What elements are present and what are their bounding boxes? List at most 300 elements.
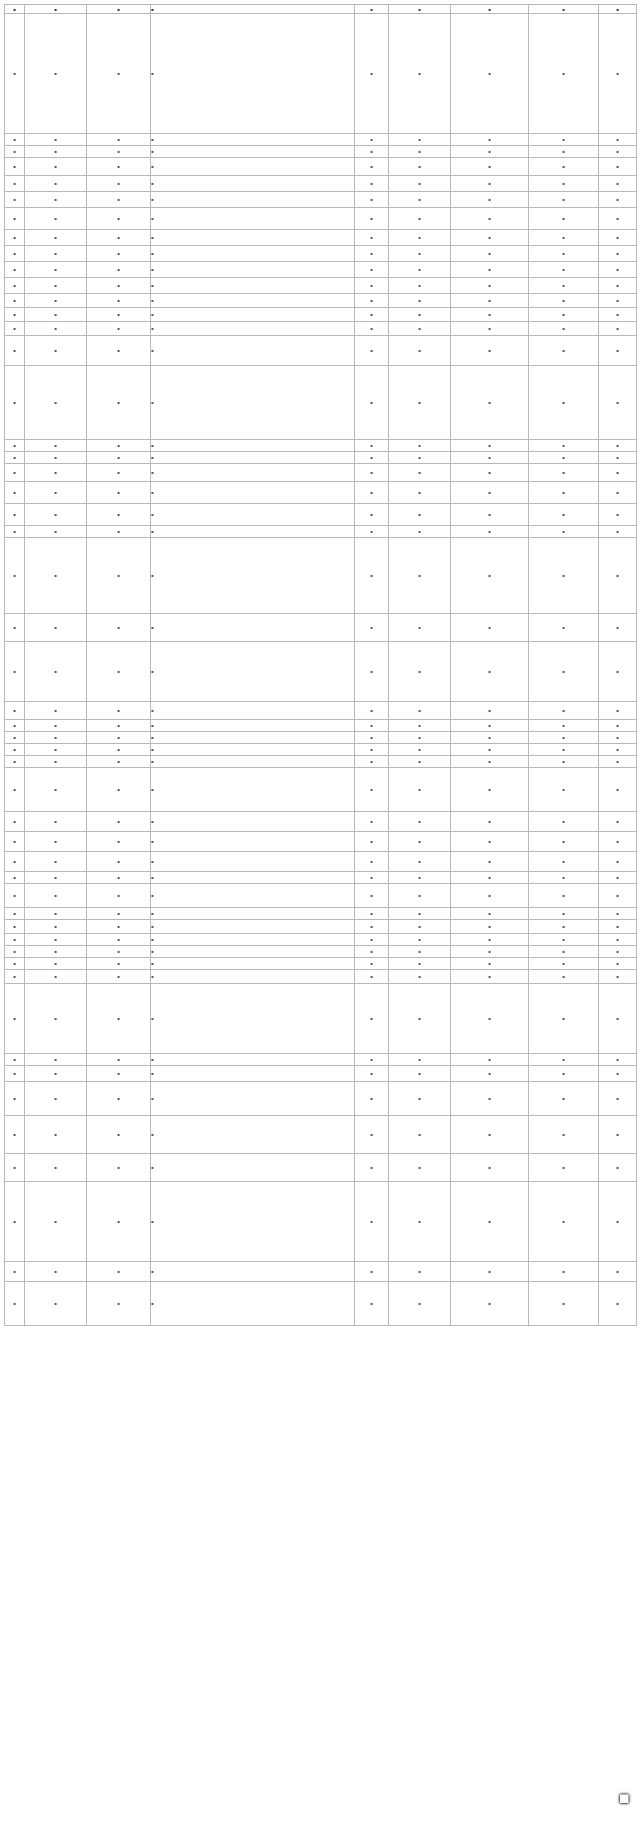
cell-date: ▪	[87, 192, 151, 208]
cell-organizer: ▪	[451, 934, 529, 946]
cell-index: ▪	[5, 336, 25, 366]
table-row	[5, 720, 637, 732]
cell-contact: ▪	[599, 192, 637, 208]
cell-activity: ▪	[25, 230, 87, 246]
cell-contact: ▪	[599, 1154, 637, 1182]
cell-organizer: ▪	[451, 158, 529, 176]
cell-contact: ▪	[599, 984, 637, 1054]
cell-county: ▪	[389, 278, 451, 294]
cell-date: ▪	[87, 146, 151, 158]
cell-organizer: ▪	[451, 984, 529, 1054]
cell-note: ▪	[529, 146, 599, 158]
cell-index: ▪	[5, 984, 25, 1054]
cell-date: ▪	[87, 1182, 151, 1262]
cell-index: ▪	[5, 230, 25, 246]
table-row	[5, 482, 637, 504]
cell-organizer: ▪	[451, 1082, 529, 1116]
table-row	[5, 1054, 637, 1066]
table-row	[5, 984, 637, 1054]
cell-city: ▪	[355, 1282, 389, 1326]
cell-note: ▪	[529, 642, 599, 702]
cell-contact: ▪	[599, 872, 637, 884]
cell-contact: ▪	[599, 158, 637, 176]
cell-organizer: ▪	[451, 920, 529, 934]
cell-contact: ▪	[599, 614, 637, 642]
cell-city: ▪	[355, 812, 389, 832]
cell-date: ▪	[87, 526, 151, 538]
table-row	[5, 946, 637, 958]
cell-detail: ▪	[151, 732, 355, 744]
cell-date: ▪	[87, 1262, 151, 1282]
cell-contact: ▪	[599, 908, 637, 920]
cell-organizer: ▪	[451, 702, 529, 720]
cell-city: ▪	[355, 134, 389, 146]
cell-note: ▪	[529, 970, 599, 984]
header-organizer: ▪	[451, 5, 529, 14]
cell-organizer: ▪	[451, 768, 529, 812]
cell-organizer: ▪	[451, 246, 529, 262]
cell-note: ▪	[529, 1054, 599, 1066]
cell-detail: ▪	[151, 14, 355, 134]
table-row	[5, 262, 637, 278]
cell-detail: ▪	[151, 526, 355, 538]
cell-contact: ▪	[599, 970, 637, 984]
cell-county: ▪	[389, 146, 451, 158]
cell-index: ▪	[5, 884, 25, 908]
cell-county: ▪	[389, 744, 451, 756]
cell-date: ▪	[87, 14, 151, 134]
cell-note: ▪	[529, 262, 599, 278]
cell-detail: ▪	[151, 1282, 355, 1326]
cell-date: ▪	[87, 176, 151, 192]
cell-city: ▪	[355, 464, 389, 482]
table-row	[5, 768, 637, 812]
cell-city: ▪	[355, 958, 389, 970]
cell-county: ▪	[389, 946, 451, 958]
cell-organizer: ▪	[451, 852, 529, 872]
cell-organizer: ▪	[451, 482, 529, 504]
activity-table	[4, 4, 637, 1326]
cell-date: ▪	[87, 614, 151, 642]
cell-note: ▪	[529, 464, 599, 482]
cell-date: ▪	[87, 832, 151, 852]
cell-index: ▪	[5, 262, 25, 278]
cell-activity: ▪	[25, 146, 87, 158]
cell-activity: ▪	[25, 336, 87, 366]
cell-detail: ▪	[151, 970, 355, 984]
cell-organizer: ▪	[451, 538, 529, 614]
cell-organizer: ▪	[451, 642, 529, 702]
cell-detail: ▪	[151, 1054, 355, 1066]
cell-contact: ▪	[599, 1082, 637, 1116]
cell-detail: ▪	[151, 934, 355, 946]
cell-organizer: ▪	[451, 1262, 529, 1282]
cell-activity: ▪	[25, 14, 87, 134]
cell-date: ▪	[87, 504, 151, 526]
cell-detail: ▪	[151, 246, 355, 262]
cell-note: ▪	[529, 756, 599, 768]
header-detail: ▪	[151, 5, 355, 14]
cell-activity: ▪	[25, 958, 87, 970]
table-row	[5, 614, 637, 642]
cell-organizer: ▪	[451, 908, 529, 920]
cell-county: ▪	[389, 294, 451, 308]
cell-detail: ▪	[151, 908, 355, 920]
cell-activity: ▪	[25, 852, 87, 872]
cell-note: ▪	[529, 192, 599, 208]
cell-detail: ▪	[151, 946, 355, 958]
cell-note: ▪	[529, 158, 599, 176]
cell-note: ▪	[529, 908, 599, 920]
table-row	[5, 246, 637, 262]
cell-contact: ▪	[599, 946, 637, 958]
cell-detail: ▪	[151, 720, 355, 732]
cell-county: ▪	[389, 732, 451, 744]
cell-index: ▪	[5, 756, 25, 768]
cell-city: ▪	[355, 504, 389, 526]
cell-date: ▪	[87, 158, 151, 176]
table-row	[5, 208, 637, 230]
cell-city: ▪	[355, 920, 389, 934]
cell-activity: ▪	[25, 1154, 87, 1182]
cell-county: ▪	[389, 720, 451, 732]
cell-county: ▪	[389, 768, 451, 812]
cell-activity: ▪	[25, 1054, 87, 1066]
cell-city: ▪	[355, 526, 389, 538]
cell-activity: ▪	[25, 482, 87, 504]
cell-date: ▪	[87, 908, 151, 920]
cell-note: ▪	[529, 832, 599, 852]
cell-date: ▪	[87, 720, 151, 732]
cell-activity: ▪	[25, 614, 87, 642]
cell-index: ▪	[5, 504, 25, 526]
cell-contact: ▪	[599, 920, 637, 934]
cell-date: ▪	[87, 538, 151, 614]
cell-city: ▪	[355, 832, 389, 852]
cell-detail: ▪	[151, 872, 355, 884]
cell-city: ▪	[355, 322, 389, 336]
cell-date: ▪	[87, 1054, 151, 1066]
cell-city: ▪	[355, 970, 389, 984]
table-row	[5, 440, 637, 452]
cell-note: ▪	[529, 538, 599, 614]
cell-activity: ▪	[25, 526, 87, 538]
cell-note: ▪	[529, 1154, 599, 1182]
cell-note: ▪	[529, 984, 599, 1054]
cell-contact: ▪	[599, 1182, 637, 1262]
cell-county: ▪	[389, 308, 451, 322]
cell-activity: ▪	[25, 366, 87, 440]
cell-city: ▪	[355, 146, 389, 158]
cell-note: ▪	[529, 336, 599, 366]
cell-contact: ▪	[599, 832, 637, 852]
cell-activity: ▪	[25, 934, 87, 946]
cell-date: ▪	[87, 294, 151, 308]
cell-index: ▪	[5, 134, 25, 146]
cell-organizer: ▪	[451, 14, 529, 134]
cell-contact: ▪	[599, 1262, 637, 1282]
cell-organizer: ▪	[451, 146, 529, 158]
cell-index: ▪	[5, 538, 25, 614]
watermark-logo: ▪	[618, 1788, 630, 1808]
cell-date: ▪	[87, 934, 151, 946]
cell-city: ▪	[355, 176, 389, 192]
cell-date: ▪	[87, 1116, 151, 1154]
cell-note: ▪	[529, 452, 599, 464]
cell-county: ▪	[389, 1282, 451, 1326]
cell-detail: ▪	[151, 146, 355, 158]
cell-note: ▪	[529, 720, 599, 732]
cell-date: ▪	[87, 1066, 151, 1082]
cell-county: ▪	[389, 504, 451, 526]
cell-detail: ▪	[151, 812, 355, 832]
cell-index: ▪	[5, 768, 25, 812]
cell-note: ▪	[529, 366, 599, 440]
cell-county: ▪	[389, 984, 451, 1054]
cell-detail: ▪	[151, 884, 355, 908]
cell-activity: ▪	[25, 504, 87, 526]
cell-detail: ▪	[151, 322, 355, 336]
cell-city: ▪	[355, 642, 389, 702]
table-row	[5, 642, 637, 702]
cell-index: ▪	[5, 1054, 25, 1066]
table-row	[5, 526, 637, 538]
cell-index: ▪	[5, 920, 25, 934]
cell-note: ▪	[529, 1262, 599, 1282]
cell-activity: ▪	[25, 176, 87, 192]
cell-city: ▪	[355, 908, 389, 920]
cell-index: ▪	[5, 278, 25, 294]
header-row	[5, 5, 637, 14]
cell-detail: ▪	[151, 1066, 355, 1082]
cell-date: ▪	[87, 336, 151, 366]
cell-date: ▪	[87, 744, 151, 756]
cell-organizer: ▪	[451, 134, 529, 146]
cell-date: ▪	[87, 872, 151, 884]
cell-note: ▪	[529, 702, 599, 720]
cell-county: ▪	[389, 366, 451, 440]
table-row	[5, 1282, 637, 1326]
table-row	[5, 756, 637, 768]
cell-note: ▪	[529, 872, 599, 884]
cell-contact: ▪	[599, 208, 637, 230]
cell-activity: ▪	[25, 744, 87, 756]
cell-county: ▪	[389, 452, 451, 464]
cell-detail: ▪	[151, 958, 355, 970]
cell-county: ▪	[389, 642, 451, 702]
cell-county: ▪	[389, 884, 451, 908]
cell-index: ▪	[5, 702, 25, 720]
cell-county: ▪	[389, 1262, 451, 1282]
header-city: ▪	[355, 5, 389, 14]
cell-note: ▪	[529, 884, 599, 908]
cell-organizer: ▪	[451, 756, 529, 768]
cell-activity: ▪	[25, 464, 87, 482]
cell-contact: ▪	[599, 482, 637, 504]
cell-activity: ▪	[25, 970, 87, 984]
cell-index: ▪	[5, 744, 25, 756]
cell-note: ▪	[529, 278, 599, 294]
cell-organizer: ▪	[451, 464, 529, 482]
cell-organizer: ▪	[451, 176, 529, 192]
cell-index: ▪	[5, 14, 25, 134]
cell-detail: ▪	[151, 134, 355, 146]
cell-date: ▪	[87, 308, 151, 322]
cell-activity: ▪	[25, 246, 87, 262]
cell-detail: ▪	[151, 308, 355, 322]
cell-date: ▪	[87, 756, 151, 768]
cell-city: ▪	[355, 452, 389, 464]
cell-contact: ▪	[599, 322, 637, 336]
table-row	[5, 732, 637, 744]
cell-contact: ▪	[599, 1066, 637, 1082]
cell-date: ▪	[87, 732, 151, 744]
cell-detail: ▪	[151, 984, 355, 1054]
cell-contact: ▪	[599, 1282, 637, 1326]
cell-contact: ▪	[599, 884, 637, 908]
cell-activity: ▪	[25, 294, 87, 308]
table-row	[5, 158, 637, 176]
cell-activity: ▪	[25, 192, 87, 208]
cell-county: ▪	[389, 464, 451, 482]
cell-city: ▪	[355, 984, 389, 1054]
cell-city: ▪	[355, 702, 389, 720]
cell-organizer: ▪	[451, 732, 529, 744]
cell-organizer: ▪	[451, 208, 529, 230]
cell-organizer: ▪	[451, 1054, 529, 1066]
cell-index: ▪	[5, 732, 25, 744]
cell-county: ▪	[389, 872, 451, 884]
cell-detail: ▪	[151, 278, 355, 294]
header-note: ▪	[529, 5, 599, 14]
cell-note: ▪	[529, 934, 599, 946]
cell-detail: ▪	[151, 1116, 355, 1154]
cell-activity: ▪	[25, 1116, 87, 1154]
cell-organizer: ▪	[451, 1116, 529, 1154]
cell-note: ▪	[529, 208, 599, 230]
cell-organizer: ▪	[451, 278, 529, 294]
cell-date: ▪	[87, 984, 151, 1054]
cell-city: ▪	[355, 1054, 389, 1066]
cell-county: ▪	[389, 1082, 451, 1116]
cell-detail: ▪	[151, 452, 355, 464]
cell-county: ▪	[389, 702, 451, 720]
cell-city: ▪	[355, 366, 389, 440]
cell-city: ▪	[355, 1154, 389, 1182]
cell-organizer: ▪	[451, 884, 529, 908]
cell-county: ▪	[389, 158, 451, 176]
cell-index: ▪	[5, 322, 25, 336]
cell-activity: ▪	[25, 642, 87, 702]
cell-contact: ▪	[599, 934, 637, 946]
cell-index: ▪	[5, 208, 25, 230]
cell-detail: ▪	[151, 852, 355, 872]
cell-index: ▪	[5, 946, 25, 958]
cell-organizer: ▪	[451, 336, 529, 366]
cell-city: ▪	[355, 336, 389, 366]
cell-note: ▪	[529, 504, 599, 526]
cell-detail: ▪	[151, 336, 355, 366]
cell-contact: ▪	[599, 308, 637, 322]
table-row	[5, 134, 637, 146]
cell-detail: ▪	[151, 464, 355, 482]
cell-county: ▪	[389, 1116, 451, 1154]
cell-date: ▪	[87, 230, 151, 246]
table-row	[5, 294, 637, 308]
table-row	[5, 702, 637, 720]
cell-contact: ▪	[599, 14, 637, 134]
cell-activity: ▪	[25, 1182, 87, 1262]
cell-note: ▪	[529, 1182, 599, 1262]
cell-activity: ▪	[25, 262, 87, 278]
cell-organizer: ▪	[451, 812, 529, 832]
cell-city: ▪	[355, 440, 389, 452]
cell-note: ▪	[529, 440, 599, 452]
table-row	[5, 322, 637, 336]
table-row	[5, 366, 637, 440]
cell-index: ▪	[5, 464, 25, 482]
cell-organizer: ▪	[451, 452, 529, 464]
cell-organizer: ▪	[451, 262, 529, 278]
cell-detail: ▪	[151, 744, 355, 756]
cell-date: ▪	[87, 946, 151, 958]
cell-detail: ▪	[151, 230, 355, 246]
cell-date: ▪	[87, 1282, 151, 1326]
cell-city: ▪	[355, 768, 389, 812]
cell-organizer: ▪	[451, 970, 529, 984]
cell-note: ▪	[529, 744, 599, 756]
cell-detail: ▪	[151, 768, 355, 812]
cell-date: ▪	[87, 970, 151, 984]
cell-county: ▪	[389, 208, 451, 230]
cell-detail: ▪	[151, 1082, 355, 1116]
cell-county: ▪	[389, 538, 451, 614]
cell-city: ▪	[355, 278, 389, 294]
cell-contact: ▪	[599, 642, 637, 702]
cell-contact: ▪	[599, 538, 637, 614]
cell-contact: ▪	[599, 262, 637, 278]
cell-activity: ▪	[25, 208, 87, 230]
cell-city: ▪	[355, 246, 389, 262]
cell-index: ▪	[5, 1116, 25, 1154]
cell-contact: ▪	[599, 278, 637, 294]
cell-contact: ▪	[599, 702, 637, 720]
table-row	[5, 812, 637, 832]
cell-detail: ▪	[151, 504, 355, 526]
cell-index: ▪	[5, 1282, 25, 1326]
cell-date: ▪	[87, 642, 151, 702]
cell-note: ▪	[529, 1066, 599, 1082]
cell-organizer: ▪	[451, 832, 529, 852]
cell-city: ▪	[355, 756, 389, 768]
cell-county: ▪	[389, 526, 451, 538]
cell-contact: ▪	[599, 452, 637, 464]
cell-organizer: ▪	[451, 720, 529, 732]
cell-county: ▪	[389, 920, 451, 934]
cell-note: ▪	[529, 134, 599, 146]
cell-date: ▪	[87, 884, 151, 908]
cell-contact: ▪	[599, 146, 637, 158]
cell-county: ▪	[389, 1182, 451, 1262]
cell-city: ▪	[355, 192, 389, 208]
cell-activity: ▪	[25, 872, 87, 884]
cell-note: ▪	[529, 1082, 599, 1116]
cell-activity: ▪	[25, 322, 87, 336]
cell-detail: ▪	[151, 262, 355, 278]
cell-organizer: ▪	[451, 230, 529, 246]
cell-organizer: ▪	[451, 614, 529, 642]
cell-city: ▪	[355, 720, 389, 732]
